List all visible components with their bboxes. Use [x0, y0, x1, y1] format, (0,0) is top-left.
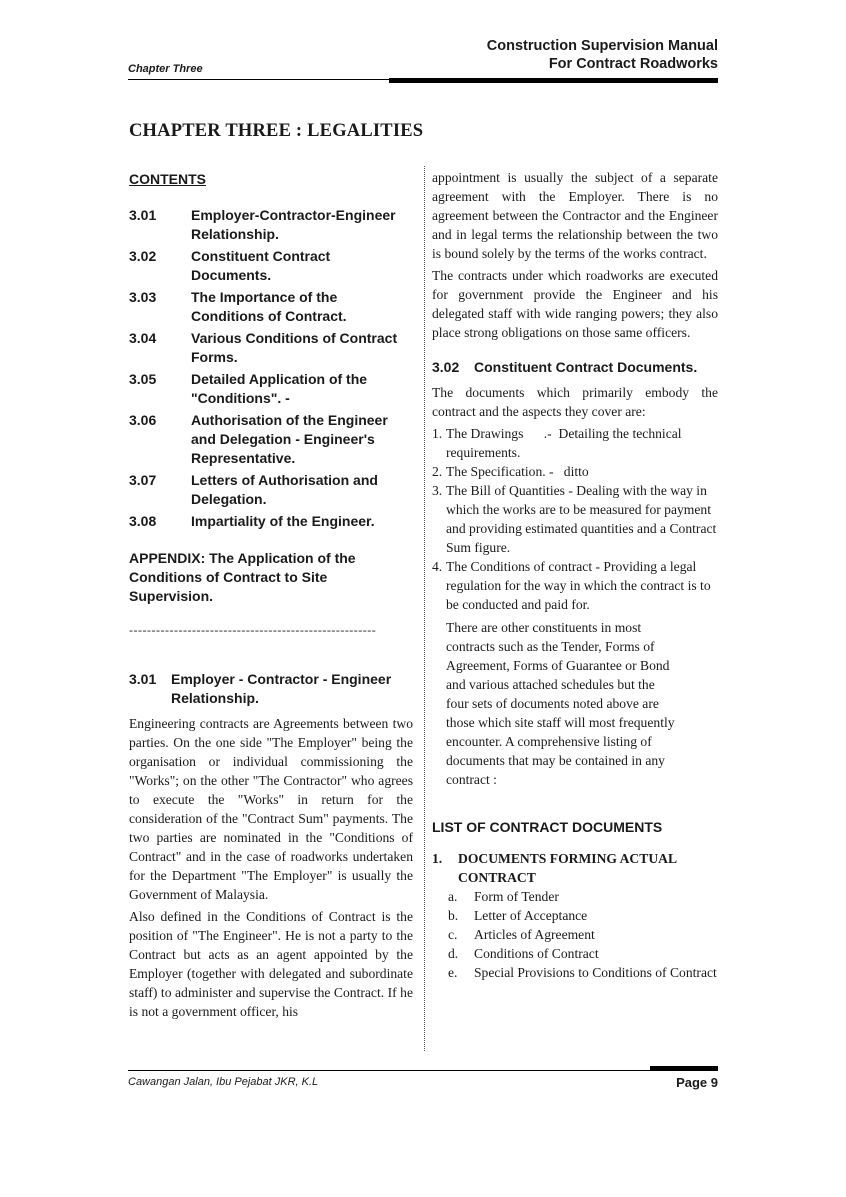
toc-number: 3.01 [129, 207, 157, 223]
body-paragraph: The contracts under which roadworks are executed for government provide the Engineer and his delegated staff with wide ranging powers; they also place strong obligations on those same officers. [432, 268, 718, 340]
contents-title: CONTENTS [129, 171, 206, 187]
chapter-heading: CHAPTER THREE : LEGALITIES [129, 121, 424, 141]
footer-organisation: Cawangan Jalan, Ibu Pejabat JKR, K.L [128, 1076, 319, 1088]
toc-label: Letters of Authorisation and Delegation. [191, 472, 378, 507]
list-item [432, 424, 718, 462]
list-text: The Drawings .- Detailing the technical requirements. [446, 426, 685, 460]
list-text: Articles of Agreement [474, 927, 595, 942]
list-number: 4. [432, 559, 443, 574]
appendix-entry: APPENDIX: The Application of the Conditions of Contract to Site Supervision. [129, 550, 356, 604]
toc-item [129, 288, 413, 326]
toc-label: Impartiality of the Engineer. [191, 513, 375, 529]
list-letter: c. [448, 927, 458, 942]
toc-label: Various Conditions of Contract Forms. [191, 330, 398, 365]
body-paragraph: appointment is usually the subject of a separate agreement with the Employer. There is no agreement between the Contractor and the Engineer and in legal terms the relationship between the two is bound solely by the terms of the works contract. [432, 170, 718, 261]
list-text: The Bill of Quantities - Dealing with the way in which the works are to be measured for payment and providing estimated quantities and a Contract Sum figure. [446, 483, 717, 555]
header-rule-thick [389, 78, 718, 83]
body-paragraph: Also defined in the Conditions of Contract is the position of "The Engineer". He is not a party to the Contract but acts as an agent appointed by the Employer (together with delegated and subordinate staff) to administer and supervise the Contract. If he is not a government officer, his [129, 909, 413, 1019]
toc-label: Constituent Contract Documents. [191, 248, 331, 283]
list-item [432, 481, 718, 557]
list-number: 1. [432, 426, 443, 441]
list-item [432, 462, 718, 481]
toc-item [129, 512, 413, 531]
list-item [432, 557, 718, 614]
toc-number: 3.02 [129, 248, 157, 264]
section-heading-3-01 [129, 670, 413, 708]
section-title: Employer - Contractor - Engineer Relationship. [171, 671, 392, 706]
toc-number: 3.07 [129, 472, 157, 488]
page-number: Page 9 [676, 1075, 718, 1090]
toc-item [129, 471, 413, 509]
list-item [448, 944, 718, 963]
list-letter: e. [448, 965, 458, 980]
group-number: 1. [432, 851, 443, 866]
contract-documents-heading: LIST OF CONTRACT DOCUMENTS [432, 819, 663, 835]
list-text: Conditions of Contract [474, 946, 599, 961]
document-group-heading [432, 849, 718, 887]
section-title: Constituent Contract Documents. [474, 359, 698, 375]
list-item [448, 925, 718, 944]
list-item [448, 906, 718, 925]
dashed-separator: ------------------------------------------------------- [129, 623, 377, 637]
list-item [448, 963, 718, 982]
list-text: Letter of Acceptance [474, 908, 588, 923]
footer-rule-thin [128, 1070, 718, 1071]
running-header-title [487, 37, 718, 73]
toc-number: 3.04 [129, 330, 157, 346]
toc-item [129, 206, 413, 244]
list-text: Form of Tender [474, 889, 559, 904]
toc-number: 3.03 [129, 289, 157, 305]
right-column [432, 168, 718, 982]
list-item [448, 887, 718, 906]
section-heading-3-02 [432, 358, 718, 377]
toc-item [129, 247, 413, 285]
toc-item [129, 329, 413, 367]
body-paragraph: Engineering contracts are Agreements between two parties. On the one side "The Employer" being the organisation or individual commissioning the "Works"; on the other "The Contractor" who agrees to execute the "Works" in return for the consideration of the "Contract Sum" payments. The two parties are nominated in the "Conditions of Contract" and in the case of roadworks undertaken for the Department "The Employer" is usually the Government of Malaysia. [129, 716, 413, 902]
toc-label: Detailed Application of the "Conditions". - [191, 371, 368, 406]
header-title-line-1: Construction Supervision Manual [486, 38, 718, 54]
list-number: 2. [432, 464, 443, 479]
toc-label: Authorisation of the Engineer and Delegation - Engineer's Representative. [191, 412, 388, 466]
list-letter: b. [448, 908, 459, 923]
header-title-line-2: For Contract Roadworks [548, 56, 718, 72]
toc-label: The Importance of the Conditions of Contract. [191, 289, 347, 324]
list-text: The Conditions of contract - Providing a legal regulation for the way in which the contract is to be conducted and paid for. [446, 559, 711, 612]
toc-item [129, 370, 413, 408]
toc-item [129, 411, 413, 468]
body-paragraph: The documents which primarily embody the contract and the aspects they cover are: [432, 385, 718, 419]
left-column [129, 168, 413, 1024]
list-text: Special Provisions to Conditions of Contract [474, 965, 717, 980]
toc-number: 3.05 [129, 371, 157, 387]
section-number: 3.02 [432, 359, 460, 375]
group-title: DOCUMENTS FORMING ACTUAL CONTRACT [458, 851, 677, 885]
toc-number: 3.06 [129, 412, 157, 428]
toc-label: Employer-Contractor-Engineer Relationship. [191, 207, 396, 242]
running-header-chapter: Chapter Three [128, 63, 203, 75]
list-number: 3. [432, 483, 443, 498]
section-number: 3.01 [129, 671, 157, 687]
column-divider [424, 166, 425, 1051]
document-list [432, 424, 718, 614]
body-paragraph: There are other constituents in most contracts such as the Tender, Forms of Agreement, Forms of Guarantee or Bond and various attached schedules but the four sets of documents noted above are those which site staff will most frequently encounter. A comprehensive listing of documents that may be contained in any contract : [446, 620, 675, 787]
toc-number: 3.08 [129, 513, 157, 529]
contract-document-list [432, 887, 718, 982]
list-letter: a. [448, 889, 458, 904]
list-text: The Specification. - ditto [446, 464, 589, 479]
list-letter: d. [448, 946, 459, 961]
